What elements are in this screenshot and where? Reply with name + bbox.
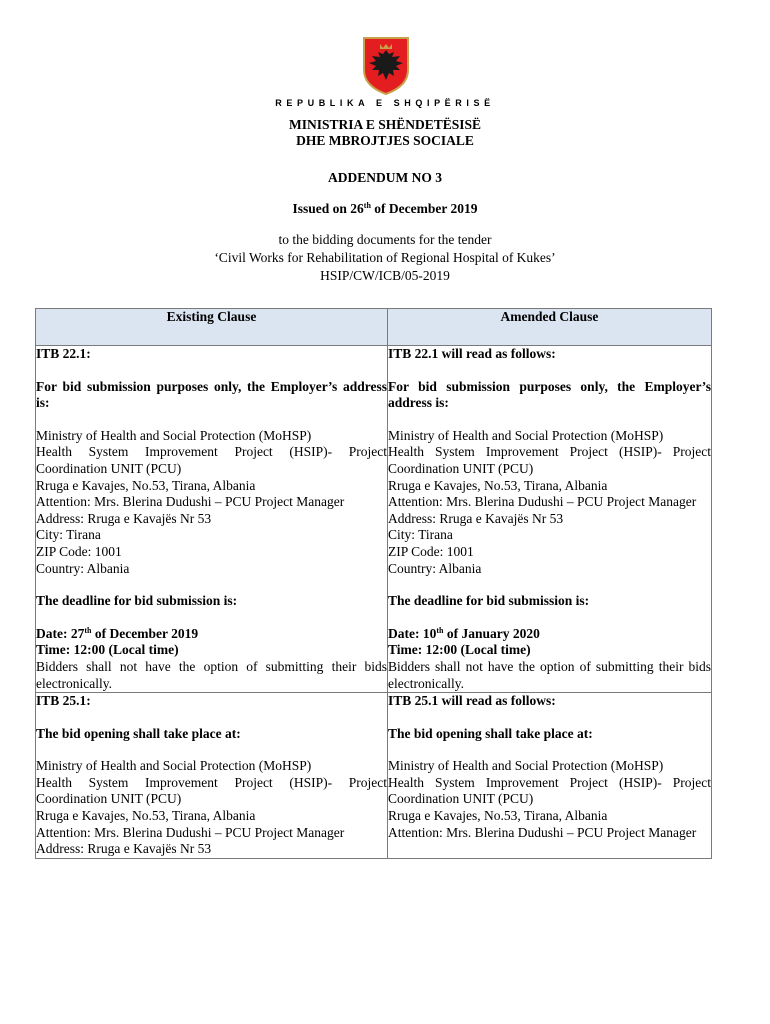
tender-name: ‘Civil Works for Rehabilitation of Regional Hospital of Kukes’: [214, 250, 556, 265]
address-line: City: Tirana: [36, 527, 101, 543]
column-existing-clause: Existing Clause: [36, 309, 388, 346]
address-line: Rruga e Kavajes, No.53, Tirana, Albania: [388, 477, 608, 493]
address-line: Attention: Mrs. Blerina Dudushi – PCU Project Manager: [36, 494, 345, 510]
address-line: Rruga e Kavajes, No.53, Tirana, Albania: [36, 808, 256, 824]
address-line: Attention: Mrs. Blerina Dudushi – PCU Project Manager: [388, 494, 697, 510]
clause-intro: For bid submission purposes only, the Employer’s address is:: [388, 378, 711, 411]
existing-clause-itb-25-1: [36, 693, 388, 859]
address-line: Ministry of Health and Social Protection (MoHSP): [36, 427, 312, 443]
address-line: Address: Rruga e Kavajës Nr 53: [388, 510, 564, 526]
clause-ref: ITB 22.1 will read as follows:: [388, 346, 556, 361]
amended-clause-itb-25-1: [388, 693, 712, 859]
address-line: ZIP Code: 1001: [36, 543, 122, 559]
amended-clause-itb-22-1: [388, 346, 712, 693]
clause-ref: ITB 25.1:: [36, 693, 91, 709]
deadline-time: Time: 12:00 (Local time): [36, 642, 179, 658]
ministry-name-line1: MINISTRIA E SHËNDETËSISË: [288, 117, 482, 132]
republic-name: REPUBLIKA E SHQIPËRISË: [275, 98, 495, 108]
address-line: Attention: Mrs. Blerina Dudushi – PCU Project Manager: [36, 824, 345, 840]
clause-ref: ITB 22.1:: [36, 346, 91, 361]
deadline-date: Date: 10th of January 2020: [388, 625, 540, 641]
address-line: ZIP Code: 1001: [388, 543, 474, 559]
address-line: City: Tirana: [388, 527, 453, 543]
address-line: Rruga e Kavajes, No.53, Tirana, Albania: [36, 477, 256, 493]
clauses-table: [35, 308, 712, 859]
table-header-row: [36, 309, 712, 346]
albanian-emblem-icon: [356, 36, 416, 96]
electronic-bid-note: Bidders shall not have the option of submitting their bids electronically.: [388, 658, 711, 691]
deadline-date: Date: 27th of December 2019: [36, 625, 199, 641]
table-row: [36, 693, 712, 859]
deadline-time: Time: 12:00 (Local time): [388, 642, 531, 658]
address-line: Health System Improvement Project (HSIP)- Project Coordination UNIT (PCU): [388, 444, 711, 476]
bid-opening-heading: The bid opening shall take place at:: [36, 725, 241, 741]
tender-intro: to the bidding documents for the tender: [278, 232, 492, 247]
addendum-title: ADDENDUM NO 3: [328, 170, 442, 185]
address-line: Country: Albania: [388, 560, 482, 576]
address-line: Ministry of Health and Social Protection (MoHSP): [388, 758, 664, 774]
electronic-bid-note: Bidders shall not have the option of submitting their bids electronically.: [36, 658, 387, 691]
column-amended-clause: Amended Clause: [388, 309, 712, 346]
address-line: Ministry of Health and Social Protection (MoHSP): [388, 427, 664, 443]
address-line: Health System Improvement Project (HSIP)- Project Coordination UNIT (PCU): [36, 774, 387, 807]
address-line: Address: Rruga e Kavajës Nr 53: [36, 510, 212, 526]
bid-opening-heading: The bid opening shall take place at:: [388, 725, 593, 741]
address-line: Health System Improvement Project (HSIP)- Project Coordination UNIT (PCU): [388, 774, 711, 807]
issued-date: Issued on 26th of December 2019: [292, 201, 478, 216]
clause-ref: ITB 25.1 will read as follows:: [388, 693, 556, 709]
tender-reference: HSIP/CW/ICB/05-2019: [320, 268, 450, 283]
deadline-heading: The deadline for bid submission is:: [388, 593, 590, 609]
address-line: Ministry of Health and Social Protection (MoHSP): [36, 758, 312, 774]
address-line: Address: Rruga e Kavajës Nr 53: [36, 841, 212, 857]
address-line: Attention: Mrs. Blerina Dudushi – PCU Project Manager: [388, 824, 697, 840]
table-row: [36, 346, 712, 693]
address-line: Rruga e Kavajes, No.53, Tirana, Albania: [388, 808, 608, 824]
address-line: Country: Albania: [36, 560, 130, 576]
deadline-heading: The deadline for bid submission is:: [36, 593, 238, 609]
address-line: Health System Improvement Project (HSIP)- Project Coordination UNIT (PCU): [36, 444, 387, 476]
existing-clause-itb-22-1: [36, 346, 388, 693]
clause-intro: For bid submission purposes only, the Employer’s address is:: [36, 378, 387, 411]
ministry-name-line2: DHE MBROJTJES SOCIALE: [296, 133, 474, 148]
